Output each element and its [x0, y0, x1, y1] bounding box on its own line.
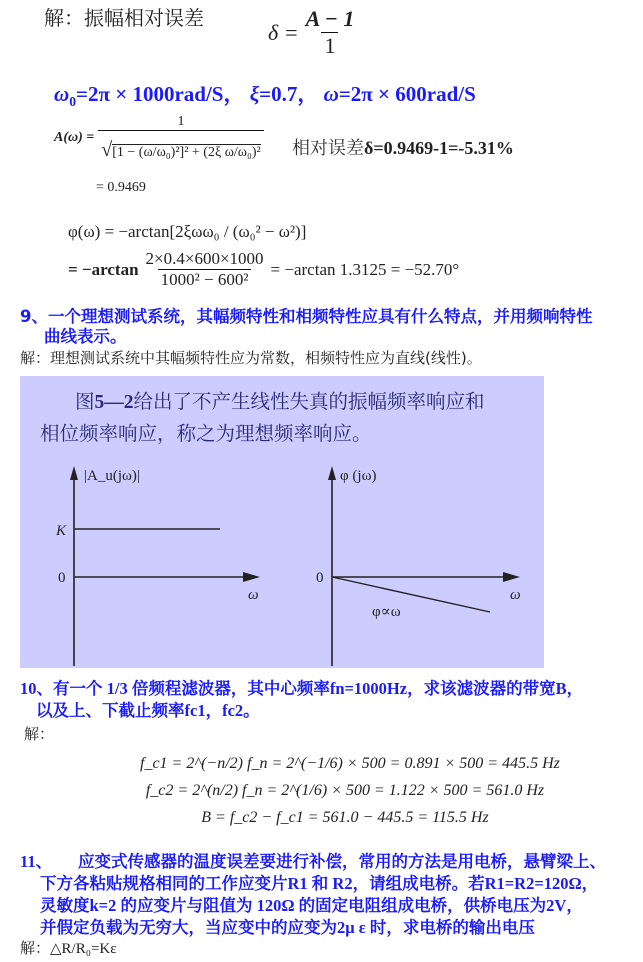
question9-answer: 解：理想测试系统中其幅频特性应为常数，相频特性应为直线(线性)。	[20, 349, 482, 367]
question10-answer-label: 解：	[24, 725, 55, 743]
question10-line2: 以及上、下截止频率fc1，fc2。	[36, 701, 260, 720]
phase-line2-suffix: = −arctan 1.3125 = −52.70°	[270, 259, 460, 279]
left-xlabel: ω	[248, 587, 259, 603]
question9-text: 一个理想测试系统，其幅频特性和相频特性应具有什么特点，并用频响特性	[47, 307, 593, 326]
question10-line1	[20, 677, 583, 700]
delta-fraction	[303, 6, 358, 59]
figure-caption-line2: 相位频率响应，称之为理想频率响应。	[40, 424, 372, 445]
question9-line2: 曲线表示。	[44, 327, 127, 346]
omega0-symbol: ω	[54, 82, 70, 106]
right-xlabel: ω	[510, 587, 521, 603]
solution-heading: 解：振幅相对误差	[44, 6, 204, 30]
xi-value: =0.7，	[259, 82, 319, 106]
right-origin-label: 0	[316, 570, 324, 586]
amplitude-denominator-expr: [1 − (ω/ω₀)²]² + (2ξ ω/ω₀)²	[112, 145, 261, 160]
delta-denominator: 1	[321, 32, 338, 59]
relative-error-label: 相对误差	[292, 138, 364, 159]
omega0-value: =2π × 1000rad/S，	[76, 82, 245, 106]
phase-line2-prefix: = −arctan	[68, 259, 139, 279]
left-ylabel: |A_u(jω)|	[84, 468, 140, 484]
phase-line-label: φ∝ω	[372, 604, 401, 620]
figure-plots	[20, 376, 544, 668]
question11-number: 11、	[20, 852, 53, 871]
question11-line2: 下方各粘贴规格相同的工作应变片R1 和 R2，请组成电桥。若R1=R2=120Ω，	[40, 874, 599, 893]
left-y-arrow-icon	[70, 466, 78, 480]
caption-figure-number: 5—2	[94, 392, 134, 413]
omega-symbol: ω	[323, 82, 339, 106]
formula-bandwidth: B = f_c2 − f_c1 = 561.0 − 445.5 = 115.5 Hz	[201, 809, 489, 826]
omega0-subscript: 0	[69, 94, 77, 110]
level-k-label: K	[56, 523, 67, 539]
question11-answer: 解：△R/R₀=Kε	[20, 941, 117, 957]
question10-number: 10、	[20, 679, 53, 698]
caption-prefix: 图	[75, 392, 95, 413]
amplitude-numerator: 1	[177, 114, 185, 129]
phase-denominator: 1000² − 600²	[158, 269, 252, 290]
formula-fc2: f_c2 = 2^(n/2) f_n = 2^(1/6) × 500 = 1.122 × 500 = 561.0 Hz	[145, 782, 545, 799]
delta-formula	[268, 6, 357, 59]
question9-number: 9、	[20, 307, 48, 326]
phase-numerator: 2×0.4×600×1000	[145, 249, 264, 268]
relative-error-expr: δ=0.9469-1=-5.31%	[364, 138, 514, 158]
amplitude-fraction	[98, 114, 263, 162]
left-x-arrow-icon	[243, 572, 260, 582]
question11-line4: 并假定负载为无穷大，当应变中的应变为2μ ε 时，求电桥的输出电压	[40, 918, 535, 937]
xi-symbol: ξ	[249, 82, 260, 106]
right-ylabel: φ (jω)	[340, 468, 377, 484]
amplitude-result: = 0.9469	[96, 180, 146, 195]
relative-error	[292, 134, 514, 160]
caption-rest: 给出了不产生线性失真的振幅频率响应和	[133, 392, 485, 413]
right-y-arrow-icon	[328, 466, 336, 480]
right-plot	[316, 466, 521, 666]
left-plot	[55, 466, 260, 666]
question10-formulas	[140, 750, 560, 831]
amplitude-denominator	[98, 130, 263, 162]
formula-fc1: f_c1 = 2^(−n/2) f_n = 2^(−1/6) × 500 = 0.891 × 500 = 445.5 Hz	[140, 755, 560, 772]
question11-line3: 灵敏度k=2 的应变片与阻值为 120Ω 的固定电阻组成电桥，供桥电压为2V，	[40, 896, 583, 915]
parameters-line	[54, 78, 476, 110]
question11-text: 应变式传感器的温度误差要进行补偿，常用的方法是用电桥，悬臂梁上、	[78, 852, 606, 871]
phase-linear-line	[332, 577, 490, 612]
left-origin-label: 0	[58, 570, 66, 586]
question11-line1	[20, 850, 606, 873]
phase-formula-line2	[68, 249, 459, 290]
delta-lhs: δ =	[268, 19, 299, 45]
delta-numerator: A − 1	[305, 6, 355, 31]
omega-value: =2π × 600rad/S	[338, 82, 476, 106]
figure-ideal-frequency-response	[20, 376, 544, 668]
question10-text: 有一个 1/3 倍频程滤波器，其中心频率fn=1000Hz，求该滤波器的带宽B，	[53, 679, 584, 698]
amplitude-lhs: A(ω) =	[54, 130, 95, 145]
phase-formula-line1: φ(ω) = −arctan[2ξωω₀ / (ω₀² − ω²)]	[68, 222, 307, 241]
phase-fraction	[143, 249, 267, 290]
sqrt-icon: √	[101, 139, 113, 161]
amplitude-formula	[54, 114, 264, 162]
right-x-arrow-icon	[503, 572, 520, 582]
